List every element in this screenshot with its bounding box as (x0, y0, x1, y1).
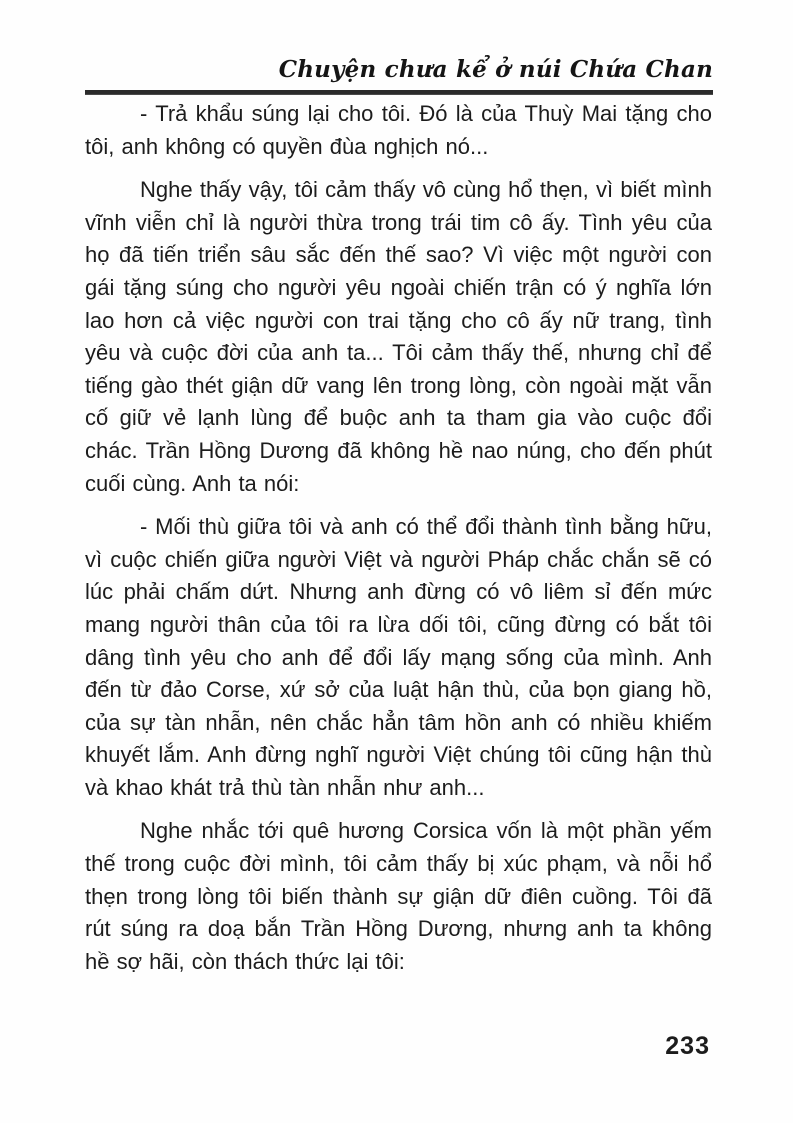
paragraph-narration-2: Nghe nhắc tới quê hương Corsica vốn là một phần yếm thế trong cuộc đời mình, tôi cảm thấy bị xúc phạm, và nỗi hổ thẹn trong lòng tôi biến thành sự giận dữ điên cuồng. Tôi đã rút súng ra doạ bắn Trần Hồng Dương, nhưng anh ta không hề sợ hãi, còn thách thức lại tôi: (85, 818, 712, 974)
header-rule (85, 90, 713, 95)
page-footer (665, 1032, 710, 1061)
running-header-title: Chuyện chưa kể ở núi Chứa Chan (278, 56, 713, 83)
page-number: 233 (665, 1032, 710, 1060)
paragraph-dialogue-1: - Trả khẩu súng lại cho tôi. Đó là của Thuỳ Mai tặng cho tôi, anh không có quyền đùa nghịch nó... (85, 101, 712, 159)
body-text (85, 98, 712, 989)
paragraph-narration-1: Nghe thấy vậy, tôi cảm thấy vô cùng hổ thẹn, vì biết mình vĩnh viễn chỉ là người thừa trong trái tim cô ấy. Tình yêu của họ đã tiến triển sâu sắc đến thế sao? Vì việc một người con gái tặng súng cho người yêu ngoài chiến trận có ý nghĩa lớn lao hơn cả việc người con trai tặng cho cô ấy nữ trang, tình yêu và cuộc đời của anh ta... Tôi cảm thấy thế, nhưng chỉ để tiếng gào thét giận dữ vang lên trong lòng, còn ngoài mặt vẫn cố giữ vẻ lạnh lùng để buộc anh ta tham gia vào cuộc đổi chác. Trần Hồng Dương đã không hề nao núng, cho đến phút cuối cùng. Anh ta nói: (85, 177, 712, 496)
running-header (85, 56, 713, 95)
paragraph-dialogue-2: - Mối thù giữa tôi và anh có thể đổi thành tình bằng hữu, vì cuộc chiến giữa người Việt và người Pháp chắc chắn sẽ có lúc phải chấm dứt. Nhưng anh đừng có vô liêm sỉ đến mức mang người thân của tôi ra lừa dối tôi, cũng đừng có bắt tôi dâng tình yêu cho anh để đổi lấy mạng sống của mình. Anh đến từ đảo Corse, xứ sở của luật hận thù, của bọn giang hồ, của sự tàn nhẫn, nên chắc hẳn tâm hồn anh có nhiều khiếm khuyết lắm. Anh đừng nghĩ người Việt chúng tôi cũng hận thù và khao khát trả thù tàn nhẫn như anh... (85, 514, 712, 800)
